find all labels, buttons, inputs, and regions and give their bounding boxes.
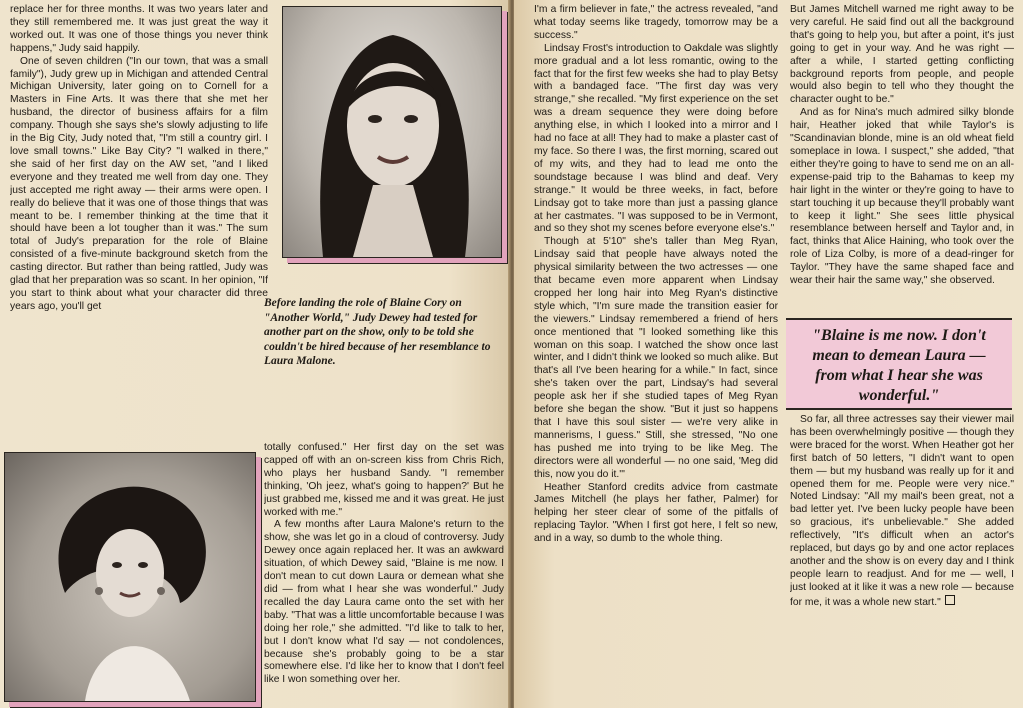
paragraph: totally confused." Her first day on the set was capped off with an on-screen kiss from Chris Rich, who plays her husband Sandy. "I remember thinking, 'Oh jeez, what's going to happen?' But he just grabbed me, kissed me and it was great. He just worked with me." xyxy=(264,442,504,518)
paragraph: I'm a firm believer in fate," the actress revealed, "and what today seems like tragedy, tomorrow may be a success." xyxy=(534,4,778,41)
paragraph: Lindsay Frost's introduction to Oakdale was slightly more gradual and a lot less romantic, owing to the fact that for the first few weeks she had to play Betsy with a bandaged face. "The first day was very strange," she recalled. "My first experience on the set was a dream sequence they were doing before anything else, in which I looked into a mirror and I had no face at all! They had to make a plaster cast of my face. So there I was, the first morning, scared out of my wits, and they had to lead me onto the soundstage because I was blind and deaf. Very strange." It would be three weeks, in fact, before Lindsay got to take more than just a passing glance at her castmates. "I was supposed to be in Vermont, and so they shot my scenes before everyone else's." xyxy=(534,42,778,235)
paragraph: Heather Stanford credits advice from castmate James Mitchell (he plays her father, Palmer) for helping her steer clear of some of the pitfalls of replacing Taylor. "When I first got here, I felt so new, and in a way, so dumb to the whole thing. xyxy=(534,481,778,545)
photo-caption: Before landing the role of Blaine Cory on "Another World," Judy Dewey had tested for another part on the show, only to be told she couldn't be hired because of her resemblance to Laura Malone. xyxy=(264,297,491,368)
actress-photo-bottom xyxy=(4,452,256,702)
paragraph: One of seven children ("In our town, that was a small family"), Judy grew up in Michigan and attended Central Michigan University, later going on to Cornell for a Masters in Fine Arts. It was there that she met her husband, the director of business affairs for a film company. Though she says she's slowly adjusting to life in the Big City, Judy noted that, "I'm still a country girl. I love small towns." Like Bay City? "I walked in there," she said of her first day on the AW set, "and I liked everyone and they treated me well from day one. They just accepted me right away — their arms were open. I really do believe that it was one of those things that was meant to be. I remember thinking at the time that it should have been a lot tougher than it was." The sum total of Judy's preparation for the role of Blaine consisted of a five-minute background sketch from the casting director. But rather than being rattled, Judy was glad that her preparation was so scant. In her opinion, "If you start to think about what your character did three years ago, you'll get xyxy=(10,55,268,312)
paragraph: A few months after Laura Malone's return to the show, she was let go in a cloud of controversy. Judy Dewey once again replaced her. It was an awkward situation, of which Dewey said, "Blaine is me now. I don't mean to cut down Laura or demean what she did — from what I hear she was wonderful." Judy recalled the day Laura came onto the set with her baby. "That was a little uncomfortable because I was doing her role," she admitted. "I'd like to talk to her, but I don't know what I'd say — not condolences, because she's probably going to be a star somewhere else. I'd like her to know that I don't feel like I won something over her. xyxy=(264,519,504,686)
paragraph-text: So far, all three actresses say their viewer mail has been overwhelmingly positive — though they were braced for the worst. When Heather got her first batch of 50 letters, "I didn't want to open them — but my husband was really up for it and opened them for me. People were very nice." Noted Lindsay: "All my mail's been great, not a bad letter yet. I've been lucky people have been so gracious, it's unbelievable." She added reflectively, "It's difficult when an actor's replaced, but days go by and one actor replaces another and the show is on every day and I think people learn to readjust. And for me — well, I just looked at it like it was a new role — because for me, it was a whole new start." xyxy=(790,414,1014,608)
left-page xyxy=(0,0,510,708)
end-mark-icon xyxy=(945,595,955,605)
paragraph xyxy=(790,414,1014,610)
portrait-illustration xyxy=(283,7,501,257)
actress-photo-top xyxy=(282,6,502,258)
portrait-illustration xyxy=(5,453,255,701)
left-column-2 xyxy=(264,442,504,704)
paragraph: But James Mitchell warned me right away to be very careful. He said find out all the background that's going to help you, but after a point, it's just going to get in your way. And he was right — after a while, I started getting conflicting background reports from people, and people would also begin to tell who they thought the character ought to be." xyxy=(790,4,1014,106)
paragraph: Though at 5'10" she's taller than Meg Ryan, Lindsay said that people have always noted the physical similarity between the two actresses — one that became even more apparent when Lindsay cropped her long hair into Meg Ryan's distinctive style which, "I'm sure made the transition easier for the viewers." Lindsay remembered a friend of hers once mentioned that "I looked something like this woman on this soap. I watched the show once last winter, and I didn't think we looked so much alike. But that's all I've been hearing for a while." In fact, since she's taken over the part, Lindsay's had several people ask her if she studied tapes of Meg Ryan before she began the show. "But it just so happens that I have this soul sister — we're very alike in mannerisms, I guess." Still, she stressed, "No one has pushed me into trying to be like Meg. The directors were all wonderful — no one said, 'Meg did this, now you do it.'" xyxy=(534,236,778,480)
pull-quote: "Blaine is me now. I don't mean to demean Laura — from what I hear she was wonderful." xyxy=(812,327,986,404)
left-column-1 xyxy=(10,4,268,449)
right-column-1 xyxy=(534,4,778,704)
right-page xyxy=(514,0,1023,708)
right-column-2-top xyxy=(790,4,1014,310)
paragraph: And as for Nina's much admired silky blonde hair, Heather joked that while Taylor's is "Scandinavian blonde, mine is an old wheat field someplace in Iowa. I suspect," she added, "that either they're going to have to send me on an all-expense-paid trip to the Bahamas to keep my hair light in the winter or they're going to have to start touching it up because they'll probably want to keep it light." She sees little physical resemblance between herself and Taylor and, in fact, thinks that Alice Haining, who took over the role of Liza Colby, is more of a dead-ringer for Taylor. "They have the same shaped face and wear their hair the same way," she observed. xyxy=(790,107,1014,287)
right-column-2-bottom xyxy=(790,414,1014,704)
paragraph: replace her for three months. It was two years later and they still remembered me. It was just great the way it worked out. It was one of those things you never think happens," Judy said happily. xyxy=(10,4,268,54)
pull-quote-box xyxy=(786,318,1012,410)
